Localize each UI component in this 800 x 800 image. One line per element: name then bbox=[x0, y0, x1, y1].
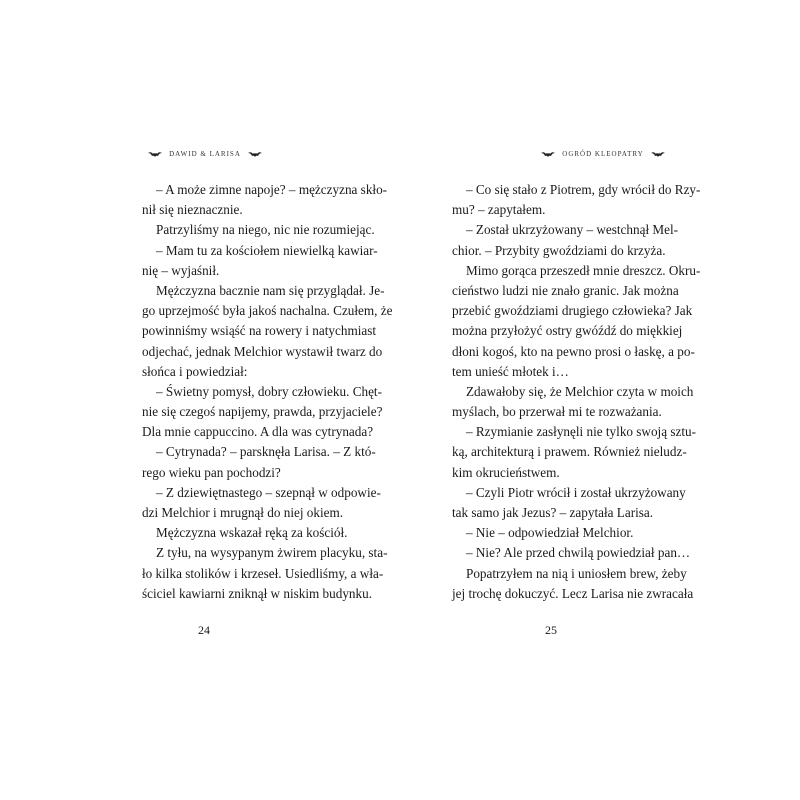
text-line: Mimo gorąca przeszedł mnie dreszcz. Okru- bbox=[466, 262, 701, 278]
text-line: ściciel kawiarni zniknął w niskim budynku. bbox=[142, 585, 373, 601]
text-line: nię – wyjaśnił. bbox=[142, 262, 220, 278]
text-line: myślach, bo przerwał mi te rozważania. bbox=[452, 404, 662, 420]
text-line: Mężczyzna wskazał ręką za kościół. bbox=[156, 525, 348, 541]
text-line: Z tyłu, na wysypanym żwirem placyku, sta- bbox=[156, 545, 388, 561]
text-line: tak samo jak Jezus? – zapytała Larisa. bbox=[452, 505, 654, 520]
text-line: ką, architekturą i prawem. Również nieludz- bbox=[452, 444, 687, 460]
text-line: – Nie – odpowiedział Melchior. bbox=[466, 525, 634, 541]
bat-ornament-icon bbox=[650, 150, 666, 158]
bat-ornament-icon bbox=[247, 150, 263, 158]
text-line: – A może zimne napoje? – mężczyzna skło- bbox=[156, 182, 388, 197]
text-line: mu? – zapytałem. bbox=[452, 202, 546, 218]
text-line: Mężczyzna bacznie nam się przyglądał. Je- bbox=[156, 282, 385, 298]
text-line: ło kilka stolików i krzeseł. Usiedliśmy, a wła- bbox=[142, 565, 384, 581]
text-line: rego wieku pan pochodzi? bbox=[142, 464, 281, 480]
text-line: – Z dziewiętnastego – szepnął w odpowie- bbox=[156, 484, 381, 500]
page-number: 25 bbox=[545, 623, 557, 637]
text-line: nił się nieznacznie. bbox=[142, 202, 243, 218]
running-head-left bbox=[135, 150, 275, 158]
text-line: nie się czegoś napijemy, prawda, przyjaciele? bbox=[142, 404, 383, 420]
text-line: – Co się stało z Piotrem, gdy wrócił do Rzy- bbox=[466, 182, 701, 197]
text-line: powinniśmy wsiąść na rowery i natychmiast bbox=[142, 323, 377, 339]
running-head-right bbox=[533, 150, 673, 158]
text-line: odjechać, jednak Melchior wystawił twarz do bbox=[142, 343, 383, 359]
bat-ornament-icon bbox=[540, 150, 556, 158]
text-line: jej trochę dokuczyć. Lecz Larisa nie zwracała bbox=[452, 585, 694, 601]
text-line: – Nie? Ale przed chwilą powiedział pan… bbox=[466, 545, 691, 561]
text-line: – Mam tu za kościołem niewielką kawiar- bbox=[156, 242, 378, 258]
text-line: – Cytrynada? – parsknęła Larisa. – Z któ- bbox=[156, 444, 376, 460]
text-line: – Rzymianie zasłynęli nie tylko swoją sztu- bbox=[466, 424, 696, 440]
body-text-right bbox=[452, 180, 701, 604]
running-head-text: DAWID & LARISA bbox=[169, 150, 241, 158]
text-line: dzi Melchior i mrugnął do niej okiem. bbox=[142, 505, 344, 520]
text-line: cieństwo ludzi nie znało granic. Jak można bbox=[452, 282, 679, 298]
text-line: Dla mnie cappuccino. A dla was cytrynada? bbox=[142, 424, 374, 440]
text-line: chior. – Przybity gwoździami do krzyża. bbox=[452, 242, 666, 258]
right-page bbox=[400, 0, 800, 800]
bat-ornament-icon bbox=[147, 150, 163, 158]
running-head-text: OGRÓD KLEOPATRY bbox=[562, 150, 644, 158]
text-line: kim okrucieństwem. bbox=[452, 464, 560, 480]
text-line: Patrzyliśmy na niego, nic nie rozumiejąc. bbox=[156, 222, 375, 238]
text-line: go uprzejmość była jakoś nachalna. Czułem, że bbox=[142, 303, 393, 319]
text-line: – Świetny pomysł, dobry człowieku. Chęt- bbox=[156, 383, 382, 399]
text-line: Popatrzyłem na nią i uniosłem brew, żeby bbox=[466, 565, 687, 581]
text-line: dłoni kogoś, kto na pewno prosi o łaskę, a po- bbox=[452, 343, 695, 359]
text-line: słońca i powiedział: bbox=[142, 363, 248, 379]
body-text-left bbox=[142, 180, 393, 604]
text-line: – Został ukrzyżowany – westchnął Mel- bbox=[466, 222, 679, 238]
text-line: – Czyli Piotr wrócił i został ukrzyżowany bbox=[466, 484, 686, 500]
text-line: tem unieść młotek i… bbox=[452, 363, 569, 379]
text-line: Zdawałoby się, że Melchior czyta w moich bbox=[466, 383, 694, 399]
text-line: przebić gwoździami drugiego człowieka? Jak bbox=[452, 303, 693, 319]
page-number: 24 bbox=[198, 623, 210, 637]
text-line: można przyłożyć ostry gwóźdź do miękkiej bbox=[452, 323, 683, 339]
